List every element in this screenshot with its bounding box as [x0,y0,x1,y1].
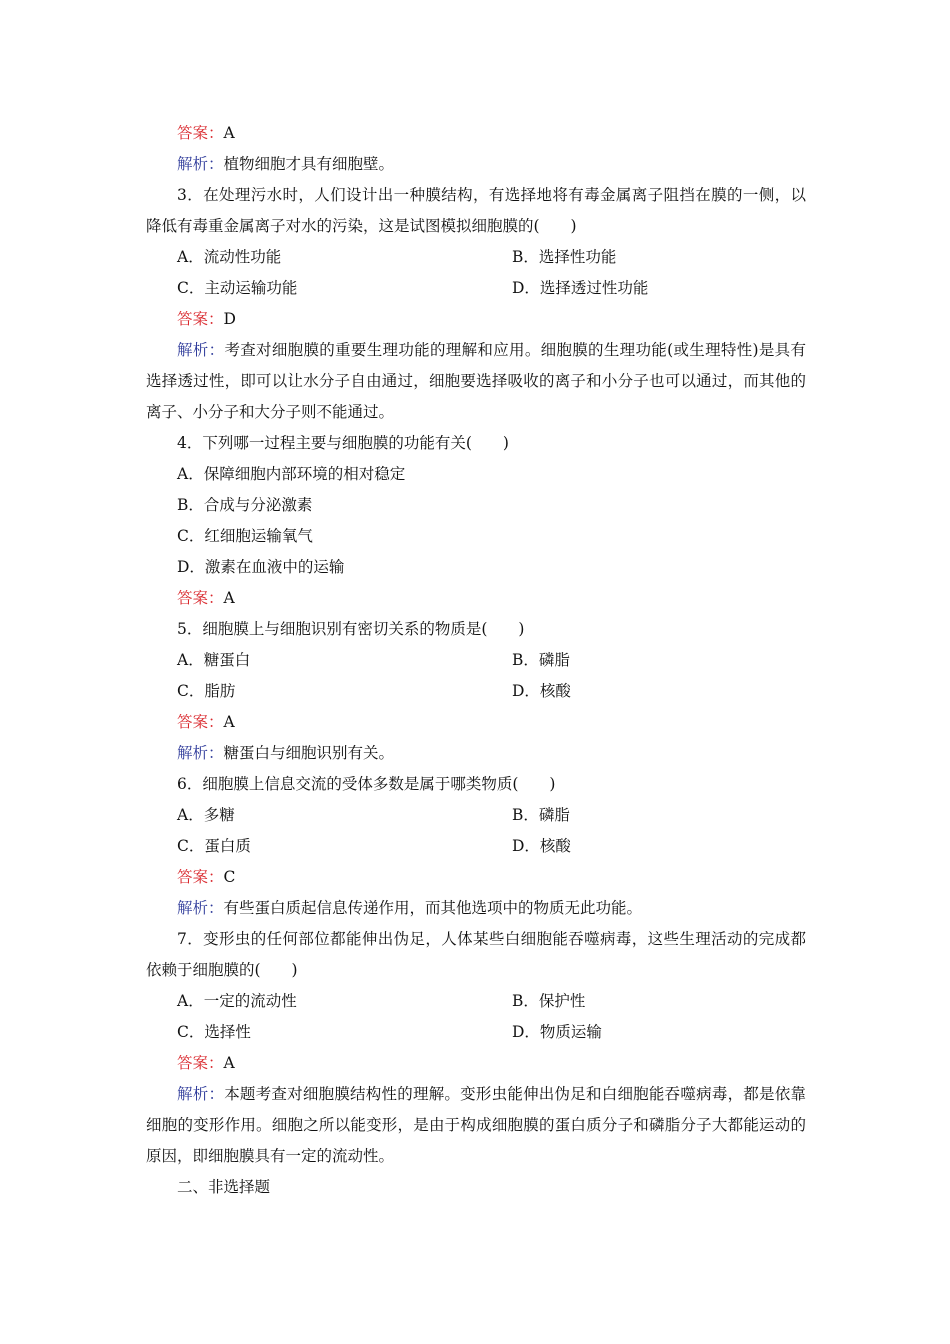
option-c: C．红细胞运输氧气 [177,527,313,545]
option-a: A．流动性功能 [177,248,282,266]
options-row-q3-1 [146,242,806,273]
option-d: D．激素在血液中的运输 [177,558,345,576]
question-content [146,118,806,1203]
analysis-para-q3 [146,335,806,428]
analysis-para-q7 [146,1079,806,1172]
analysis-line-q5 [146,738,806,769]
option-b: B．保护性 [512,992,586,1010]
answer-label: 答案： [177,1054,224,1072]
option-b: B．选择性功能 [512,248,617,266]
options-row-q6-1 [146,800,806,831]
answer-label: 答案： [177,868,224,886]
answer-label: 答案： [177,589,224,607]
options-row-q5-2 [146,676,806,707]
analysis-text: 有些蛋白质起信息传递作用，而其他选项中的物质无此功能。 [223,899,643,917]
analysis-text: 本题考查对细胞膜结构性的理解。变形虫能伸出伪足和白细胞能吞噬病毒，都是依靠细胞的变形作用。细胞之所以能变形，是由于构成细胞膜的蛋白质分子和磷脂分子大都能运动的原因，即细胞膜具有一定的流动性。 [146,1085,806,1165]
option-c: C．蛋白质 [177,837,251,855]
option-c: C．脂肪 [177,682,236,700]
option-b: B．合成与分泌激素 [177,496,313,514]
answer-value: A [223,124,235,142]
option-a: A．一定的流动性 [177,992,297,1010]
analysis-label: 解析： [177,1085,225,1103]
answer-line-q2 [146,118,806,149]
options-row-q5-1 [146,645,806,676]
answer-label: 答案： [177,310,224,328]
answer-value: C [223,868,236,886]
options-row-q7-2 [146,1017,806,1048]
question-stem-q3: 3．在处理污水时，人们设计出一种膜结构，有选择地将有毒金属离子阻挡在膜的一侧，以降低有毒重金属离子对水的污染，这是试图模拟细胞膜的( ) [146,186,806,235]
question-stem-q7: 7．变形虫的任何部位都能伸出伪足，人体某些白细胞能吞噬病毒，这些生理活动的完成都依赖于细胞膜的( ) [146,930,806,979]
analysis-label: 解析： [177,341,225,359]
option-b: B．磷脂 [512,651,570,669]
option-a: A．糖蛋白 [177,651,251,669]
analysis-text: 糖蛋白与细胞识别有关。 [223,744,395,762]
answer-line-q6 [146,862,806,893]
option-a: A．保障细胞内部环境的相对稳定 [177,465,406,483]
answer-label: 答案： [177,124,224,142]
analysis-label: 解析： [177,899,224,917]
answer-value: A [223,589,235,607]
answer-value: D [223,310,236,328]
option-b: B．磷脂 [512,806,570,824]
question-stem-q4: 4．下列哪一过程主要与细胞膜的功能有关( ) [177,434,509,452]
option-d: D．核酸 [512,682,571,700]
option-a: A．多糖 [177,806,235,824]
answer-line-q4 [146,583,806,614]
question-stem-q5: 5．细胞膜上与细胞识别有密切关系的物质是( ) [177,620,525,638]
analysis-line-q2 [146,149,806,180]
analysis-label: 解析： [177,155,224,173]
analysis-text: 植物细胞才具有细胞壁。 [223,155,395,173]
options-row-q7-1 [146,986,806,1017]
options-row-q6-2 [146,831,806,862]
options-row-q3-2 [146,273,806,304]
answer-line-q3 [146,304,806,335]
option-d: D．核酸 [512,837,571,855]
analysis-line-q6 [146,893,806,924]
option-c: C．选择性 [177,1023,251,1041]
answer-value: A [223,1054,235,1072]
option-d: D．物质运输 [512,1023,602,1041]
option-d: D．选择透过性功能 [512,279,649,297]
option-c: C．主动运输功能 [177,279,298,297]
answer-line-q7 [146,1048,806,1079]
answer-value: A [223,713,235,731]
answer-line-q5 [146,707,806,738]
section-heading: 二、非选择题 [177,1178,271,1196]
question-stem-q6: 6．细胞膜上信息交流的受体多数是属于哪类物质( ) [177,775,556,793]
answer-label: 答案： [177,713,224,731]
analysis-label: 解析： [177,744,224,762]
analysis-text: 考查对细胞膜的重要生理功能的理解和应用。细胞膜的生理功能(或生理特性)是具有选择透过性，即可以让水分子自由通过，细胞要选择吸收的离子和小分子也可以通过，而其他的离子、小分子和大分子则不能通过。 [146,341,806,421]
